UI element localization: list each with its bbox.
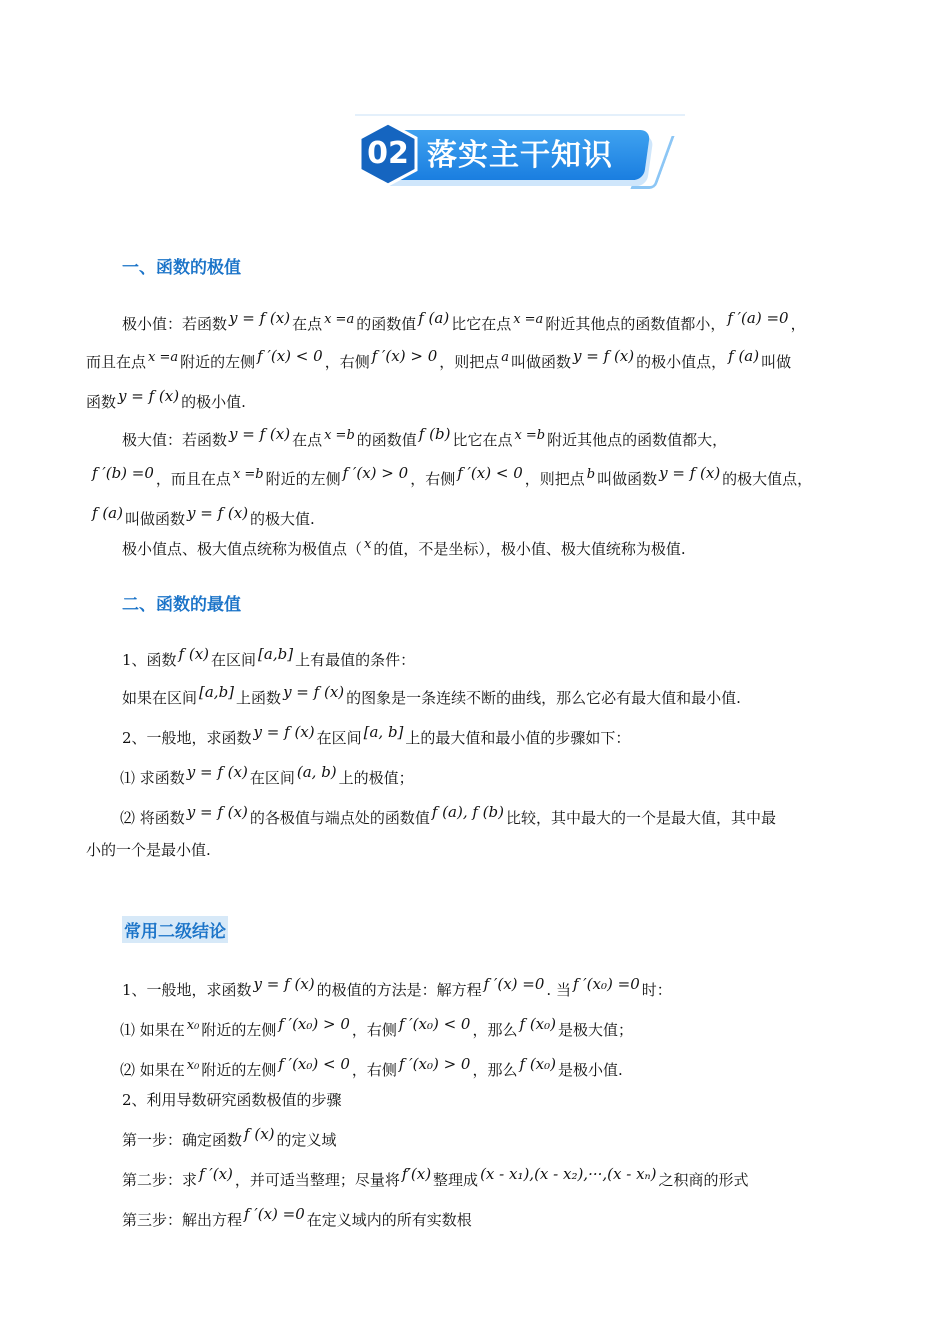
banner-title: 落实主干知识 (427, 138, 613, 173)
maxmin-line-3: 2、一般地，求函数 y = f (x) 在区间 [a, b] 上的最大值和最小值的步骤如下： (122, 723, 631, 747)
conclusion-case-2: ⑵ 如果在 x₀ 附近的左侧 f ′(x₀) < 0 ，右侧 f ′(x₀) > 0 ，那么 f (x₀) 是极小值. (120, 1055, 623, 1079)
banner-top-rule (355, 114, 685, 116)
maxmin-step-2-cont: 小的一个是最小值. (86, 841, 211, 859)
max-def-line-1: 极大值：若函数 y = f (x) 在点 x =b 的函数值 f (b) 比它在点 x =b 附近其他点的函数值都大， (122, 425, 728, 449)
banner-number: 02 (367, 136, 409, 171)
min-def-line-2: 而且在点 x =a 附近的左侧 f ′(x) < 0 ，右侧 f ′(x) > 0 ，则把点 a 叫做函数 y = f (x) 的极小值点， f (a) 叫做 (86, 347, 792, 371)
step-2: 第二步：求 f ′(x) ，并可适当整理；尽量将 f′(x) 整理成 (x - x₁),(x - x₂),···,(x - xₙ) 之积商的形式 (122, 1165, 749, 1189)
heading-conclusions: 常用二级结论 (122, 916, 228, 943)
maxmin-step-2: ⑵ 将函数 y = f (x) 的各极值与端点处的函数值 f (a), f (b) 比较，其中最大的一个是最大值，其中最 (120, 803, 777, 827)
conclusion-line-2: 2、利用导数研究函数极值的步骤 (122, 1091, 342, 1109)
maxmin-step-1: ⑴ 求函数 y = f (x) 在区间 (a, b) 上的极值； (120, 763, 414, 787)
step-1: 第一步：确定函数 f (x) 的定义域 (122, 1125, 337, 1149)
section-banner (355, 118, 667, 190)
conclusion-case-1: ⑴ 如果在 x₀ 附近的左侧 f ′(x₀) > 0 ，右侧 f ′(x₀) < 0 ，那么 f (x₀) 是极大值； (120, 1015, 634, 1039)
conclusion-line-1: 1、一般地，求函数 y = f (x) 的极值的方法是：解方程 f ′(x) =0 . 当 f ′(x₀) =0 时： (122, 975, 672, 999)
heading-max-min: 二、函数的最值 (122, 595, 241, 615)
step-3: 第三步：解出方程 f ′(x) =0 在定义域内的所有实数根 (122, 1205, 472, 1229)
maxmin-line-1: 1、函数 f (x) 在区间 [a,b] 上有最值的条件： (122, 645, 416, 669)
maxmin-line-2: 如果在区间 [a,b] 上函数 y = f (x) 的图象是一条连续不断的曲线，那么它必有最大值和最小值. (122, 683, 741, 707)
max-def-line-3: f (a) 叫做函数 y = f (x) 的极大值. (92, 504, 315, 528)
heading-extrema: 一、函数的极值 (122, 258, 241, 278)
max-def-line-2: f ′(b) =0 ，而且在点 x =b 附近的左侧 f ′(x) > 0 ，右侧 f ′(x) < 0 ，则把点 b 叫做函数 y = f (x) 的极大值点， (92, 464, 813, 488)
extrema-note: 极小值点、极大值点统称为极值点（ x 的值，不是坐标），极小值、极大值统称为极值. (122, 537, 686, 558)
min-def-line-3: 函数 y = f (x) 的极小值. (86, 387, 246, 411)
min-def-line-1: 极小值：若函数 y = f (x) 在点 x =a 的函数值 f (a) 比它在点 x =a 附近其他点的函数值都小， f ′(a) =0 ， (122, 309, 806, 333)
